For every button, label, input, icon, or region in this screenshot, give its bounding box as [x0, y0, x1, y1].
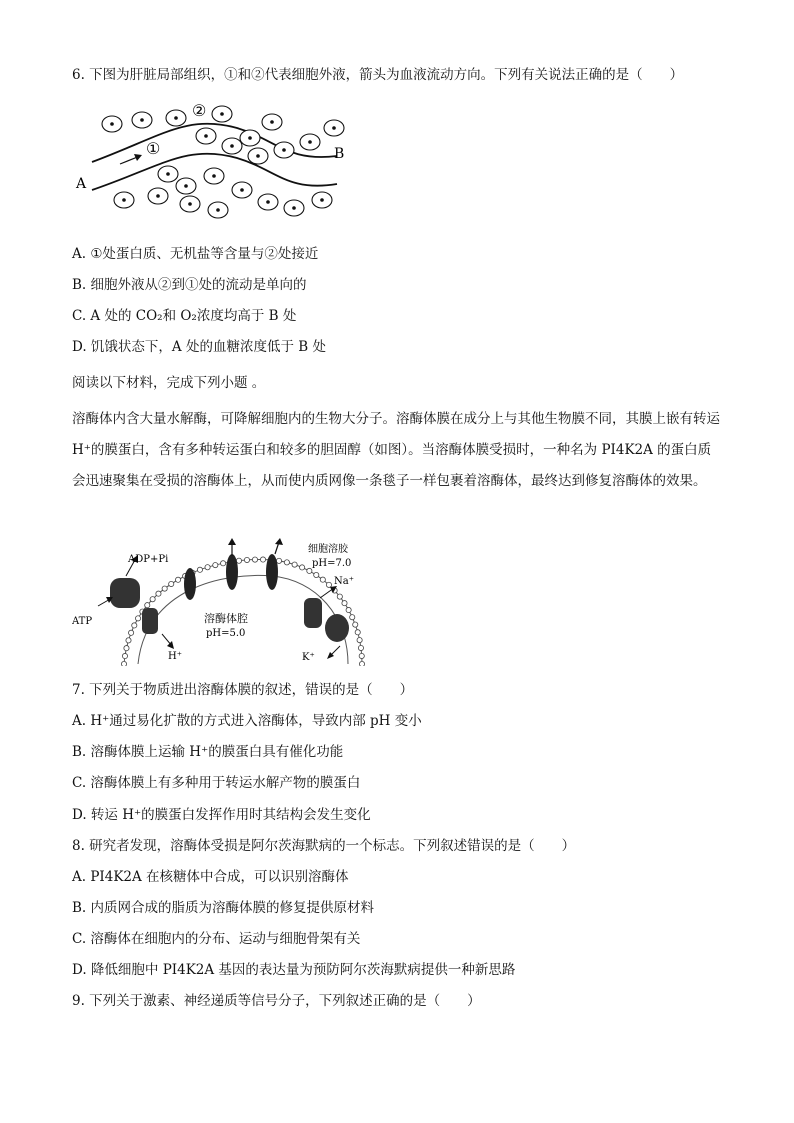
k-plus-label: K⁺ [302, 652, 315, 663]
q8-option-c: C. 溶酶体在细胞内的分布、运动与细胞骨架有关 [72, 931, 361, 947]
q7-option-d: D. 转运 H⁺的膜蛋白发挥作用时其结构会发生变化 [72, 807, 371, 823]
lipid-head [358, 645, 363, 650]
lipid-head [150, 597, 155, 602]
lipid-head [320, 577, 325, 582]
cell-nucleus [256, 154, 260, 158]
cell-nucleus [270, 120, 274, 124]
cytosol-ph-label: pH=7.0 [312, 558, 352, 569]
lipid-head [244, 557, 249, 562]
material-paragraph: 溶酶体内含大量水解酶，可降解细胞内的生物大分子。溶酶体膜在成分上与其他生物膜不同，其膜上嵌有转运 H⁺的膜蛋白，含有多种转运蛋白和较多的胆固醇（如图）。当溶酶体膜受损时，一种名为 PI4K2A 的蛋白质会迅速聚集在受损的溶酶体上，从而使内质网像一条毯子一样包裹着溶酶体，最终达到修复溶酶体的效果。 [72, 411, 720, 489]
lipid-head [121, 661, 126, 666]
cell-nucleus [216, 208, 220, 212]
cell-nucleus [282, 148, 286, 152]
q6-option-c: C. A 处的 CO₂和 O₂浓度均高于 B 处 [72, 308, 297, 324]
lipid-head [221, 561, 226, 566]
liver-tissue-figure [72, 98, 362, 230]
lipid-head [346, 607, 351, 612]
lipid-head [132, 623, 137, 628]
reading-intro: 阅读以下材料，完成下列小题 。 [72, 375, 266, 391]
q7-option-b: B. 溶酶体膜上运输 H⁺的膜蛋白具有催化功能 [72, 744, 344, 760]
lipid-head [260, 557, 265, 562]
adp-pi-label: ADP+Pi [128, 554, 169, 565]
lipid-head [350, 615, 355, 620]
cell-nucleus [184, 184, 188, 188]
lipid-head [129, 630, 134, 635]
lipid-head [292, 562, 297, 567]
cell-nucleus [320, 198, 324, 202]
lipid-head [355, 630, 360, 635]
label-a: A [76, 176, 87, 192]
label-2: ② [192, 101, 207, 120]
cell-nucleus [266, 200, 270, 204]
cell-nucleus [220, 112, 224, 116]
q6-option-d: D. 饥饿状态下，A 处的血糖浓度低于 B 处 [72, 339, 326, 355]
cell-nucleus [166, 172, 170, 176]
lipid-head [300, 565, 305, 570]
lipid-head [314, 572, 319, 577]
q6-option-b: B. 细胞外液从②到①处的流动是单向的 [72, 277, 307, 293]
h-plus-label: H⁺ [168, 651, 182, 662]
cell-nucleus [188, 202, 192, 206]
cell-nucleus [156, 194, 160, 198]
lipid-head [359, 661, 364, 666]
cell-nucleus [212, 174, 216, 178]
label-1: ① [146, 139, 161, 158]
lysosome-membrane-figure [72, 536, 372, 666]
lipid-head [197, 567, 202, 572]
lipid-head [236, 558, 241, 563]
cell-nucleus [332, 126, 336, 130]
cell-nucleus [110, 122, 114, 126]
atp-label: ATP [72, 616, 93, 627]
q7-option-a: A. H⁺通过易化扩散的方式进入溶酶体，导致内部 pH 变小 [72, 713, 422, 729]
lipid-head [284, 560, 289, 565]
cell-nucleus [174, 116, 178, 120]
lipid-head [276, 558, 281, 563]
q7-stem: 7. 下列关于物质进出溶酶体膜的叙述，错误的是（ ） [72, 682, 414, 698]
cell-nucleus [140, 118, 144, 122]
cell-nucleus [122, 198, 126, 202]
lipid-head [213, 562, 218, 567]
lumen-ph-label: pH=5.0 [206, 628, 246, 639]
lipid-head [337, 594, 342, 599]
cell-nucleus [248, 136, 252, 140]
lipid-head [353, 622, 358, 627]
lipid-head [342, 601, 347, 606]
lipid-head [307, 568, 312, 573]
lumen-label: 溶酶体腔 [204, 612, 248, 625]
lipid-head [357, 637, 362, 642]
lipid-head [122, 653, 127, 658]
q8-option-b: B. 内质网合成的脂质为溶酶体膜的修复提供原材料 [72, 900, 375, 916]
lipid-head [175, 577, 180, 582]
na-plus-label: Na⁺ [334, 576, 354, 587]
cell-nucleus [240, 188, 244, 192]
cell-nucleus [308, 140, 312, 144]
cell-nucleus [292, 206, 296, 210]
lipid-head [326, 582, 331, 587]
lipid-head [135, 616, 140, 621]
q7-option-c: C. 溶酶体膜上有多种用于转运水解产物的膜蛋白 [72, 775, 361, 791]
cell-nucleus [204, 134, 208, 138]
q6-option-a: A. ①处蛋白质、无机盐等含量与②处接近 [72, 246, 319, 262]
q9-stem: 9. 下列关于激素、神经递质等信号分子，下列叙述正确的是（ ） [72, 993, 481, 1009]
lipid-head [205, 565, 210, 570]
lipid-head [169, 581, 174, 586]
lipid-head [126, 638, 131, 643]
lipid-head [145, 603, 150, 608]
lipid-head [162, 586, 167, 591]
cytosol-label: 细胞溶胶 [308, 544, 348, 555]
label-b: B [334, 146, 345, 162]
lipid-head [156, 591, 161, 596]
lipid-head [252, 557, 257, 562]
q8-option-a: A. PI4K2A 在核糖体中合成，可以识别溶酶体 [72, 869, 349, 885]
cell-nucleus [230, 144, 234, 148]
q6-stem: 6. 下图为肝脏局部组织，①和②代表细胞外液，箭头为血液流动方向。下列有关说法正确的是（ ） [72, 67, 684, 83]
lipid-head [359, 653, 364, 658]
lipid-head [124, 646, 129, 651]
q8-stem: 8. 研究者发现，溶酶体受损是阿尔茨海默病的一个标志。下列叙述错误的是（ ） [72, 838, 576, 854]
q8-option-d: D. 降低细胞中 PI4K2A 基因的表达量为预防阿尔茨海默病提供一种新思路 [72, 962, 516, 978]
